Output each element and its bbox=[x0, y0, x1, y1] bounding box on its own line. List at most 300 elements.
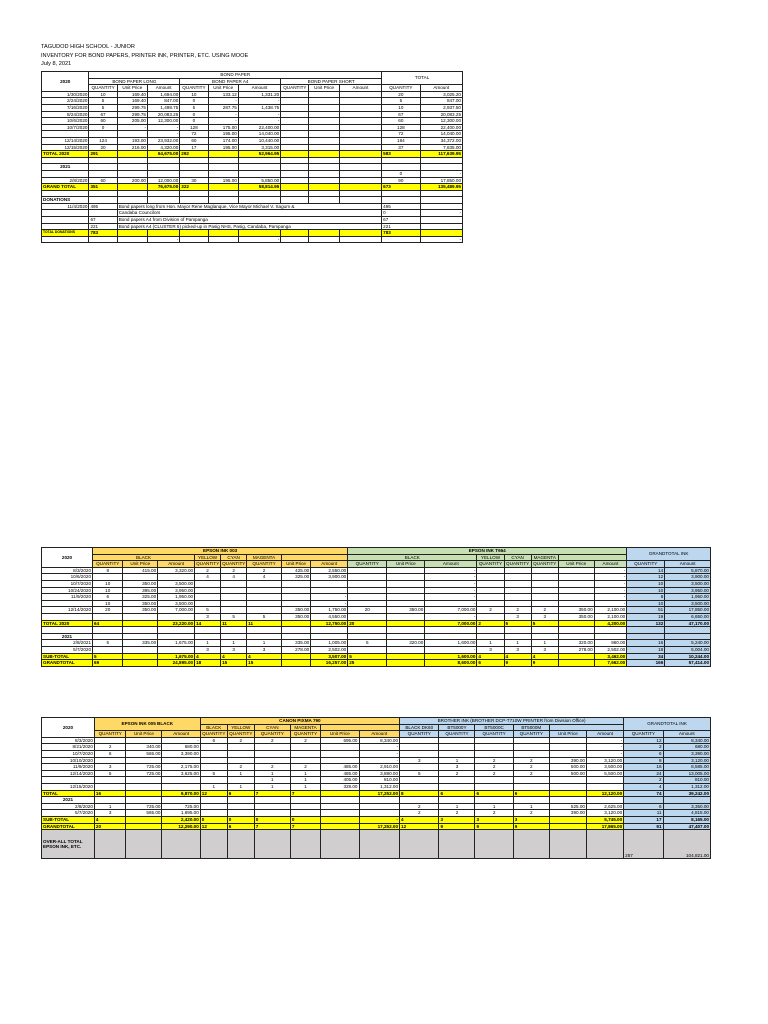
table-cell: 169.40 bbox=[117, 98, 147, 105]
table-cell bbox=[477, 580, 504, 587]
table-cell: 7,635.00 bbox=[420, 144, 462, 151]
table-cell bbox=[382, 197, 420, 204]
brother-color: BT5000Y bbox=[439, 724, 475, 731]
row-label: SUB-TOTAL bbox=[42, 653, 93, 660]
table-cell: 2 bbox=[439, 810, 475, 817]
table-row bbox=[42, 574, 711, 581]
table-cell bbox=[309, 177, 339, 184]
table-cell bbox=[558, 620, 594, 627]
table-cell: 350.00 bbox=[123, 600, 158, 607]
table-cell bbox=[439, 737, 475, 744]
table-cell bbox=[247, 594, 282, 601]
table-cell bbox=[309, 164, 339, 171]
column-header: Amount bbox=[158, 561, 195, 568]
table-cell: 5 bbox=[382, 98, 420, 105]
table-cell bbox=[200, 744, 227, 751]
table-cell: 525.00 bbox=[549, 803, 586, 810]
table-cell bbox=[89, 197, 117, 204]
table-cell: 3 bbox=[504, 646, 531, 653]
table-cell: 60 bbox=[89, 118, 117, 125]
table-cell bbox=[162, 783, 200, 790]
table-cell: 5,850.00 bbox=[238, 177, 280, 184]
table-cell bbox=[94, 777, 126, 784]
table-cell bbox=[339, 111, 381, 118]
table-cell: 3 bbox=[531, 646, 558, 653]
row-label: TOTAL bbox=[42, 790, 95, 797]
table-cell bbox=[387, 633, 425, 640]
table-cell bbox=[281, 164, 309, 171]
column-header: QUANTITY bbox=[475, 731, 513, 738]
table-cell bbox=[281, 124, 309, 131]
row-label: 12/14/2020 bbox=[42, 607, 93, 614]
table-cell bbox=[180, 170, 208, 177]
table-cell bbox=[531, 600, 558, 607]
table-cell: 30 bbox=[180, 177, 208, 184]
canon-color: BLACK bbox=[200, 724, 227, 731]
table-cell: 9 bbox=[439, 823, 475, 830]
table-cell: 3,320.00 bbox=[158, 567, 195, 574]
table-cell bbox=[254, 757, 290, 764]
table-cell: 0 bbox=[180, 111, 208, 118]
table-cell: 299.75 bbox=[117, 104, 147, 111]
table-cell: 34,372.00 bbox=[420, 137, 462, 144]
table-cell: - bbox=[311, 594, 348, 601]
table-cell bbox=[162, 830, 200, 859]
table-cell: 117,639.95 bbox=[420, 151, 462, 158]
table-cell bbox=[504, 567, 531, 574]
table-cell: 1,438.75 bbox=[238, 104, 280, 111]
table-cell: - bbox=[425, 646, 477, 653]
table-cell bbox=[348, 633, 387, 640]
table-cell bbox=[290, 757, 320, 764]
table-cell bbox=[475, 783, 513, 790]
table-cell: 8,340.00 bbox=[663, 737, 710, 744]
donation-total-qty: 67 bbox=[382, 217, 420, 224]
subheader-row bbox=[42, 561, 711, 568]
table-cell bbox=[321, 757, 359, 764]
table-cell: 1 bbox=[290, 777, 320, 784]
table-cell bbox=[123, 633, 158, 640]
year-row bbox=[42, 633, 711, 640]
column-header: Amount bbox=[594, 561, 627, 568]
table-cell bbox=[309, 151, 339, 158]
table-cell bbox=[558, 627, 594, 634]
donation-date bbox=[42, 210, 89, 217]
epson-003-header: EPSON INK 003 bbox=[93, 548, 348, 555]
column-header: QUANTITY bbox=[382, 85, 420, 92]
table-cell bbox=[400, 737, 439, 744]
table-cell: 3,390.00 bbox=[663, 750, 710, 757]
overall-total-qty: 257 bbox=[624, 830, 663, 859]
table-cell: 25 bbox=[348, 660, 387, 667]
table-cell: 3,025.20 bbox=[420, 91, 462, 98]
table-cell: 415.00 bbox=[123, 567, 158, 574]
table-cell bbox=[558, 567, 594, 574]
table-cell: - bbox=[238, 111, 280, 118]
table-cell bbox=[439, 777, 475, 784]
table-cell: 2 bbox=[475, 757, 513, 764]
table-cell: 16 bbox=[627, 640, 665, 647]
color-black: BLACK bbox=[348, 554, 477, 561]
table-cell bbox=[439, 783, 475, 790]
table-cell bbox=[281, 653, 310, 660]
table-row bbox=[42, 613, 711, 620]
table-cell: 5 bbox=[247, 613, 282, 620]
table-cell: 58,814.95 bbox=[238, 184, 280, 191]
table-cell bbox=[420, 157, 462, 164]
table-cell: 14 bbox=[195, 620, 221, 627]
table-cell bbox=[123, 627, 158, 634]
table-cell: 6 bbox=[227, 790, 254, 797]
table-cell bbox=[158, 633, 195, 640]
table-cell bbox=[531, 587, 558, 594]
table-cell bbox=[339, 157, 381, 164]
year-label: 2021 bbox=[42, 633, 93, 640]
table-cell: - bbox=[420, 236, 462, 243]
table-cell: 278.00 bbox=[558, 646, 594, 653]
table-cell bbox=[531, 580, 558, 587]
table-cell bbox=[200, 797, 227, 804]
table-cell bbox=[387, 660, 425, 667]
table-cell: 0 bbox=[227, 816, 254, 823]
table-cell: 128 bbox=[382, 124, 420, 131]
table-cell bbox=[290, 803, 320, 810]
table-cell: 1,750.00 bbox=[311, 607, 348, 614]
table-cell bbox=[348, 613, 387, 620]
table-row bbox=[42, 640, 711, 647]
table-cell bbox=[309, 118, 339, 125]
table-cell: - bbox=[594, 594, 627, 601]
table-cell: 12 bbox=[200, 790, 227, 797]
column-header: Unit Price bbox=[281, 561, 310, 568]
table-cell: 1 bbox=[290, 770, 320, 777]
table-cell: 350.00 bbox=[558, 613, 594, 620]
table-cell: 4 bbox=[247, 653, 282, 660]
column-header: QUANTITY bbox=[439, 731, 475, 738]
table-cell bbox=[339, 184, 381, 191]
table-cell: 1 bbox=[227, 783, 254, 790]
table-cell: 4 bbox=[504, 653, 531, 660]
table-cell bbox=[475, 744, 513, 751]
table-cell: - bbox=[586, 744, 623, 751]
table-cell: - bbox=[594, 587, 627, 594]
table-cell: 5 bbox=[180, 104, 208, 111]
group-header: BOND PAPER bbox=[89, 72, 382, 79]
table-cell bbox=[531, 633, 558, 640]
table-cell bbox=[309, 157, 339, 164]
table-cell: 12,300.00 bbox=[147, 118, 179, 125]
table-cell bbox=[123, 574, 158, 581]
table-cell: 7 bbox=[290, 823, 320, 830]
row-label bbox=[42, 236, 89, 243]
total-row bbox=[42, 790, 711, 797]
table-cell: 673 bbox=[382, 184, 420, 191]
grand-total-row bbox=[42, 184, 463, 191]
row-label: TOTAL 2020 bbox=[42, 620, 93, 627]
table-cell bbox=[475, 750, 513, 757]
table-cell: 12 bbox=[400, 823, 439, 830]
table-cell: 2 bbox=[247, 567, 282, 574]
table-cell bbox=[339, 144, 381, 151]
table-cell: 3,507.00 bbox=[311, 653, 348, 660]
table-cell: - bbox=[238, 118, 280, 125]
table-cell: 1,600.00 bbox=[425, 640, 477, 647]
table-cell: 3,500.00 bbox=[158, 600, 195, 607]
table-cell bbox=[504, 580, 531, 587]
table-cell: 2 bbox=[624, 744, 663, 751]
table-row bbox=[42, 607, 711, 614]
table-cell: 2,625.00 bbox=[586, 803, 623, 810]
table-cell bbox=[311, 633, 348, 640]
table-cell bbox=[321, 810, 359, 817]
table-cell: 175.00 bbox=[208, 124, 238, 131]
table-cell bbox=[339, 164, 381, 171]
table-cell: 7,000.00 bbox=[158, 607, 195, 614]
table-cell: 60 bbox=[382, 118, 420, 125]
table-cell bbox=[586, 783, 623, 790]
school-name: TAGUDOD HIGH SCHOOL - JUNIOR bbox=[41, 44, 135, 50]
table-row bbox=[42, 124, 463, 131]
table-cell bbox=[281, 91, 309, 98]
table-cell: 725.00 bbox=[126, 803, 162, 810]
table-cell bbox=[126, 777, 162, 784]
table-cell bbox=[558, 594, 594, 601]
table-row bbox=[42, 98, 463, 105]
table-cell bbox=[42, 627, 93, 634]
table-cell: 67 bbox=[382, 111, 420, 118]
table-cell bbox=[254, 810, 290, 817]
table-row bbox=[42, 104, 463, 111]
table-cell bbox=[513, 797, 549, 804]
donation-description: Candaba Councilors bbox=[117, 210, 381, 217]
table-cell: 5,745.00 bbox=[586, 816, 623, 823]
table-cell bbox=[162, 797, 200, 804]
table-cell: 328.00 bbox=[321, 783, 359, 790]
table-cell: 10 bbox=[180, 91, 208, 98]
table-cell: - bbox=[425, 574, 477, 581]
table-cell: 3 bbox=[504, 613, 531, 620]
table-cell bbox=[475, 830, 513, 859]
table-cell bbox=[281, 587, 310, 594]
table-cell: 3 bbox=[94, 764, 126, 771]
table-cell: 4,320.00 bbox=[147, 144, 179, 151]
table-cell: 1 bbox=[475, 803, 513, 810]
table-cell: 1 bbox=[477, 640, 504, 647]
table-cell bbox=[208, 164, 238, 171]
column-header: Amount bbox=[147, 85, 179, 92]
table-row bbox=[42, 91, 463, 98]
table-row bbox=[42, 810, 711, 817]
table-cell bbox=[117, 197, 147, 204]
donations-label: DONATIONS bbox=[42, 197, 89, 204]
table-cell: 10 bbox=[627, 587, 665, 594]
table-cell bbox=[309, 91, 339, 98]
table-cell bbox=[126, 823, 162, 830]
table-cell: 128 bbox=[180, 124, 208, 131]
table-cell: 1,694.00 bbox=[147, 91, 179, 98]
table-cell bbox=[238, 197, 280, 204]
table-cell: 17,865.00 bbox=[586, 823, 623, 830]
row-label: 10/7/2020 bbox=[42, 124, 89, 131]
table-cell bbox=[425, 633, 477, 640]
total-donations-label: TOTAL DONATIONS bbox=[42, 230, 89, 237]
row-label bbox=[42, 777, 95, 784]
table-cell: 5,500.00 bbox=[586, 770, 623, 777]
table-cell bbox=[221, 633, 247, 640]
table-cell: 18 bbox=[195, 660, 221, 667]
table-cell: 3,625.00 bbox=[162, 770, 200, 777]
donation-total-amount bbox=[420, 223, 462, 230]
table-cell: 10 bbox=[93, 587, 123, 594]
table-cell: - bbox=[359, 750, 400, 757]
table-row bbox=[42, 177, 463, 184]
table-cell bbox=[549, 830, 586, 859]
table-cell bbox=[89, 170, 117, 177]
table-cell: 6 bbox=[227, 823, 254, 830]
canon-color: MAGENTA bbox=[290, 724, 320, 731]
table-cell bbox=[200, 830, 227, 859]
column-header: QUANTITY bbox=[533, 561, 557, 567]
color-yellow: YELLOW bbox=[477, 554, 504, 561]
table-cell: 4 bbox=[195, 653, 221, 660]
column-header: QUANTITY bbox=[202, 731, 226, 737]
column-header: QUANTITY bbox=[196, 561, 220, 567]
table-cell bbox=[400, 797, 439, 804]
table-cell: 5 bbox=[93, 640, 123, 647]
table-cell bbox=[339, 197, 381, 204]
table-cell: 0 bbox=[200, 816, 227, 823]
table-cell: 5 bbox=[200, 770, 227, 777]
table-cell bbox=[281, 184, 309, 191]
table-cell bbox=[208, 197, 238, 204]
epson-005-header: EPSON INK 005 BLACK bbox=[94, 718, 200, 731]
donation-date: 11/4/2020 bbox=[42, 203, 89, 210]
table-row bbox=[42, 131, 463, 138]
brother-color: BT5000C bbox=[475, 724, 513, 731]
table-cell: 3,390.00 bbox=[162, 750, 200, 757]
table-cell bbox=[200, 803, 227, 810]
table-cell: 292 bbox=[180, 151, 208, 158]
table-cell bbox=[339, 118, 381, 125]
column-header: QUANTITY bbox=[281, 85, 309, 92]
table-cell bbox=[117, 190, 147, 197]
table-cell bbox=[627, 627, 665, 634]
table-cell bbox=[594, 633, 627, 640]
table-cell bbox=[281, 151, 309, 158]
table-cell: 22,400.00 bbox=[238, 124, 280, 131]
year-row bbox=[42, 797, 711, 804]
table-cell bbox=[627, 633, 665, 640]
table-cell bbox=[180, 164, 208, 171]
table-cell bbox=[227, 750, 254, 757]
table-cell: 1 bbox=[531, 640, 558, 647]
table-cell: 2 bbox=[221, 567, 247, 574]
table-cell bbox=[382, 164, 420, 171]
color-yellow: YELLOW bbox=[195, 554, 221, 561]
table-cell bbox=[513, 830, 549, 859]
table-cell bbox=[162, 777, 200, 784]
table-cell: 4 bbox=[221, 653, 247, 660]
table-cell bbox=[162, 757, 200, 764]
table-cell bbox=[208, 157, 238, 164]
table-cell bbox=[311, 627, 348, 634]
row-label: 11/9/2020 bbox=[42, 594, 93, 601]
table-cell bbox=[309, 124, 339, 131]
table-cell: 1 bbox=[94, 803, 126, 810]
row-label: GRAND TOTAL bbox=[42, 184, 89, 191]
table-cell: 725.00 bbox=[126, 764, 162, 771]
grandtotal-row bbox=[42, 660, 711, 667]
table-cell bbox=[281, 620, 310, 627]
table-cell: 10 bbox=[89, 91, 117, 98]
table-cell: 350.00 bbox=[281, 613, 310, 620]
table-cell: 12,000.00 bbox=[147, 177, 179, 184]
table-cell bbox=[504, 633, 531, 640]
table-cell: 69 bbox=[93, 660, 123, 667]
table-cell bbox=[208, 170, 238, 177]
table-cell: - bbox=[594, 600, 627, 607]
column-header: Unit Price bbox=[208, 85, 238, 92]
table-cell bbox=[200, 810, 227, 817]
table-cell: 2,100.00 bbox=[594, 607, 627, 614]
table-cell: 6 bbox=[94, 750, 126, 757]
table-cell bbox=[339, 190, 381, 197]
table-cell: 2,100.00 bbox=[594, 613, 627, 620]
table-cell bbox=[513, 750, 549, 757]
table-cell bbox=[281, 633, 310, 640]
table-cell: 2 bbox=[513, 770, 549, 777]
table-cell: - bbox=[311, 600, 348, 607]
table-cell bbox=[281, 157, 309, 164]
table-cell: 200.00 bbox=[117, 177, 147, 184]
table-cell bbox=[531, 594, 558, 601]
column-header: Amount bbox=[162, 731, 200, 738]
row-label: 10/10/2020 bbox=[42, 757, 95, 764]
table-cell bbox=[309, 144, 339, 151]
table-cell: 3,900.00 bbox=[665, 574, 711, 581]
table-cell: 1 bbox=[290, 783, 320, 790]
table-row bbox=[42, 750, 711, 757]
blank-row bbox=[42, 190, 463, 197]
table-cell bbox=[123, 646, 158, 653]
table-cell: 8 bbox=[624, 757, 663, 764]
table-cell: 5 bbox=[94, 770, 126, 777]
table-cell bbox=[439, 750, 475, 757]
table-cell bbox=[200, 777, 227, 784]
table-cell: 4 bbox=[247, 574, 282, 581]
table-cell bbox=[94, 757, 126, 764]
table-cell: 1 bbox=[254, 783, 290, 790]
table-row bbox=[42, 587, 711, 594]
row-label: 5/7/2020 bbox=[42, 646, 93, 653]
table-cell: 3,500.00 bbox=[665, 600, 711, 607]
table-cell: 4 bbox=[531, 653, 558, 660]
donations-header-row bbox=[42, 197, 463, 204]
table-cell: 3,900.00 bbox=[311, 574, 348, 581]
table-cell: 2,502.00 bbox=[311, 646, 348, 653]
table-cell bbox=[339, 151, 381, 158]
table-cell bbox=[348, 574, 387, 581]
table-cell: 1,695.00 bbox=[162, 810, 200, 817]
table-cell bbox=[195, 594, 221, 601]
row-label: 10/7/2020 bbox=[42, 580, 93, 587]
table-cell bbox=[281, 594, 310, 601]
row-label: 12/14/2020 bbox=[42, 137, 89, 144]
table-cell bbox=[348, 627, 387, 634]
total-donations-qty: 783 bbox=[89, 230, 117, 237]
donation-total-qty: 221 bbox=[382, 223, 420, 230]
row-label bbox=[42, 600, 93, 607]
